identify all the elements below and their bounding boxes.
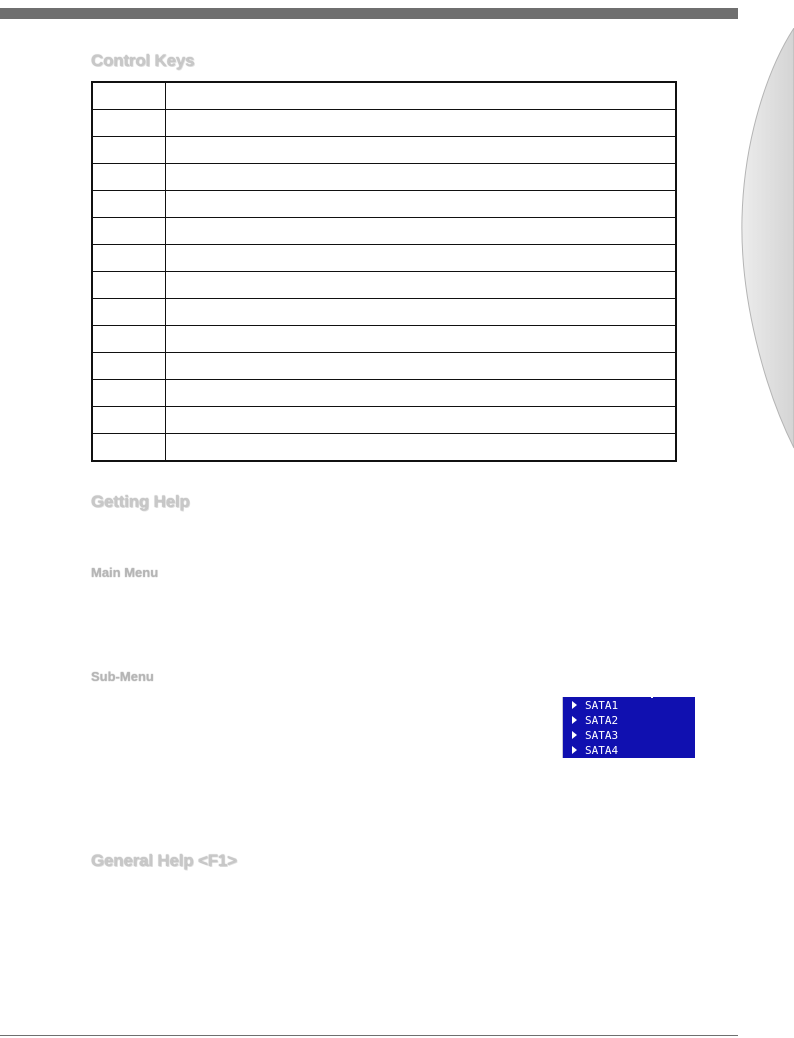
description-cell xyxy=(166,353,677,380)
triangle-right-icon xyxy=(572,746,577,754)
key-cell xyxy=(92,434,166,462)
key-cell xyxy=(92,164,166,191)
table-row xyxy=(92,326,676,353)
description-cell xyxy=(166,299,677,326)
triangle-right-icon xyxy=(572,701,577,709)
table-row xyxy=(92,380,676,407)
key-cell xyxy=(92,353,166,380)
submenu-item xyxy=(563,743,695,758)
table-row xyxy=(92,407,676,434)
table-row xyxy=(92,434,676,462)
table-row xyxy=(92,272,676,299)
description-cell xyxy=(166,245,677,272)
description-cell xyxy=(166,272,677,299)
submenu-item xyxy=(563,728,695,743)
description-cell xyxy=(166,164,677,191)
description-cell xyxy=(166,326,677,353)
description-cell xyxy=(166,82,677,110)
triangle-right-icon xyxy=(572,716,577,724)
key-cell xyxy=(92,272,166,299)
description-cell xyxy=(166,407,677,434)
submenu-item-label: SATA3 xyxy=(585,729,619,742)
sub-menu-subheading: Sub-Menu xyxy=(91,669,154,684)
side-tab xyxy=(738,28,794,458)
key-cell xyxy=(92,326,166,353)
description-cell xyxy=(166,191,677,218)
submenu-item xyxy=(563,698,695,713)
submenu-item-label: SATA2 xyxy=(585,714,619,727)
table-row xyxy=(92,82,676,110)
table-row xyxy=(92,110,676,137)
key-cell xyxy=(92,218,166,245)
table-row xyxy=(92,137,676,164)
description-cell xyxy=(166,110,677,137)
key-cell xyxy=(92,407,166,434)
footer-rule xyxy=(0,1035,738,1036)
table-row xyxy=(92,218,676,245)
description-cell xyxy=(166,434,677,462)
submenu-item-label: SATA1 xyxy=(585,699,619,712)
table-row xyxy=(92,164,676,191)
table-row xyxy=(92,191,676,218)
description-cell xyxy=(166,218,677,245)
triangle-right-icon xyxy=(572,731,577,739)
key-cell xyxy=(92,380,166,407)
submenu-item xyxy=(563,713,695,728)
key-cell xyxy=(92,299,166,326)
control-keys-heading: Control Keys xyxy=(91,51,195,70)
getting-help-heading: Getting Help xyxy=(91,492,190,511)
submenu-example xyxy=(562,697,695,758)
table-row xyxy=(92,299,676,326)
table-row xyxy=(92,245,676,272)
key-cell xyxy=(92,82,166,110)
key-cell xyxy=(92,137,166,164)
main-menu-subheading: Main Menu xyxy=(91,565,159,580)
table-row xyxy=(92,353,676,380)
header-bar xyxy=(0,8,738,19)
key-cell xyxy=(92,110,166,137)
description-cell xyxy=(166,380,677,407)
description-cell xyxy=(166,137,677,164)
key-cell xyxy=(92,191,166,218)
general-help-heading: General Help <F1> xyxy=(91,851,237,870)
control-keys-table xyxy=(91,81,677,462)
key-cell xyxy=(92,245,166,272)
submenu-item-label: SATA4 xyxy=(585,744,619,757)
